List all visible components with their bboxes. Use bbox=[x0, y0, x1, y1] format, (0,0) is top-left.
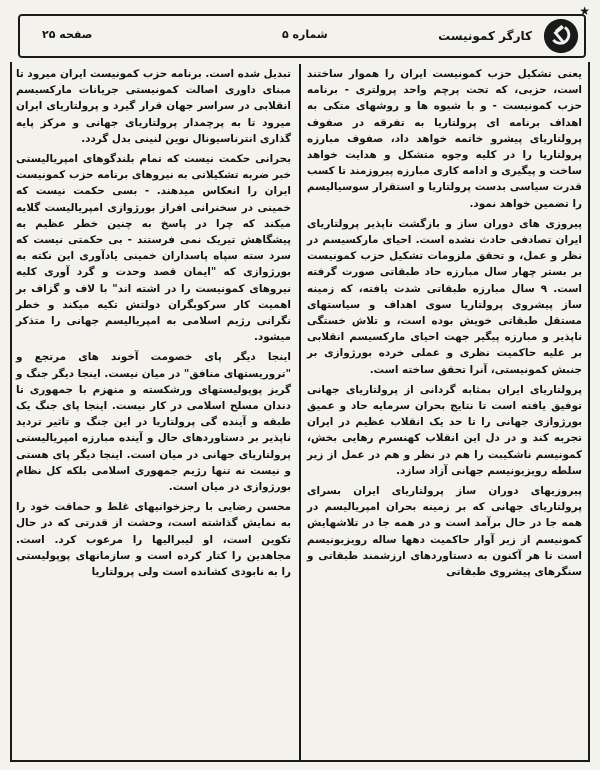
paragraph: یعنی تشکیل حزب کمونیست ایران را هموار ساختند است، حزبی، که تحت پرچم واحد پرولتری - برنامه حزب کمونیست - و با شیوه ها و روشهای متکی به اهداف برنامه ای پرولتاریا به تفرقه در صفوف پرولتاریای پیشرو خاتمه خواهد داد، صفوف مبارزه پرولتاریا را در کلیه وجوه متشکل و هدایت خواهد ساخت و پیگیری و ادامه کاری مبارزه پیروزمند تا کسب قدرت سیاسی بدست پرولتاریا و استقرار سوسیالیسم را تضمین خواهد نمود. bbox=[307, 68, 582, 210]
paragraph: محسن رضایی با رجزخوانیهای غلط و حماقت خود را به نمایش گذاشته است، وحشت از قدرتی که در حال تکوین است، او لیبرالیها را مرعوب کرد. است. مجاهدین را کتار کرده است و سازمانهای پوپولیستی را به نابودی کشانده است ولی پرولتاریا bbox=[16, 501, 291, 579]
paragraph: پیروزیهای دوران ساز پرولتاریای ایران بسرای پرولتاریای جهانی که بر زمینه بحران امپریالیسم در همه جا در حال برآمد است و در همه جا در تلاشهایش کمونیسم از زیر آوار حاکمیت دهها ساله رویزیونیسم است تا هر آکنون به دستاوردهای ارزشمند طبقاتی و سنگرهای پیشروی طبقاتی bbox=[307, 485, 582, 579]
paragraph: بحرانی حکمت نیست که تمام بلندگوهای امپریالیستی خبر ضربه تشکیلاتی به نیروهای برنامه حزب کمونیست ایران را انعکاس میدهند. - بسی حکمت نیست که خمینی در سخنرانی افراز بورژوازی امپریالیست گلایه میکند که چرا در پاسخ به چنین خطر عظیم به پیشگاهش تیریک نمی فرستند - بی حکمتی نیست که سرد سته سپاه پاسداران خمینی یادآوری این نکته به بورژوازی که "ایمان قصد وحدت و گرد آوری کلیه نیروهای کمونیست را در اشته اند" با لاف و گزاف بر اهمیت کار سرکوبگران دولتش تکیه میکند و خطر نگرانی رژیم اسلامی به امپریالیسم جهانی را متذکر میشود. bbox=[16, 153, 291, 344]
article-columns bbox=[10, 62, 590, 762]
paragraph: پیروزی های دوران ساز و بازگشت ناپذیر پرولتاریای ایران تصادفی حادث نشده است. احیای مارکسیسم در نظر و عمل، و تحقق ملزومات تشکیل حزب کمونیست بر بستر چهار سال مبارزه حاد طبقاتی صورت گرفته است. ۹ سال مبارزه طبقاتی شدت یافته، که زمینه ساز پیشروی پرولتاریا سوی اهداف و سیاستهای مستقل طبقاتی خویش بوده است، و تلاش خستگی ناپذیر و مبارزه پیگیر جهت احیای مارکسیسم انقلابی بر علیه حاکمیت نظری و عملی خرده بورژوازی بر جنبش کمونیستی، آنرا تحقق ساخته است. bbox=[307, 217, 582, 376]
paragraph: پرولتاریای ایران بمثابه گردانی از پرولتاریای جهانی توفیق یافته است تا نتایج بحران سرمایه حاد و عمیق بورژوازی جهانی را تا حد یک انقلاب عظیم در ایران تجربه کند و در دل این انقلاب کهنسرم رهایی بخش، کمونیسم ناشکیبت را هم در نظر و هم در عمل از زیر سلطه رویزیونیسم جهانی آزاد سازد. bbox=[307, 383, 582, 477]
paper-name: کارگر کمونیست bbox=[438, 29, 532, 43]
frame-border bbox=[10, 62, 12, 762]
frame-border bbox=[10, 760, 590, 762]
masthead bbox=[18, 4, 590, 58]
left-column bbox=[10, 62, 299, 762]
hammer-sickle-logo-icon bbox=[542, 17, 580, 55]
page-number: صفحه ۲۵ bbox=[42, 28, 93, 41]
paragraph: اینجا دیگر پای خصومت آخوند های مرتجع و "تروریستهای منافق" در میان نیست. اینجا دیگر جنگ و گریز پوپولیستهای ورشکسته و منهزم با جمهوری تا دندان مسلح اسلامی در کار نیست. اینجا پای جنگ یک طبقه و آینده گی پرولتاریا در این جنگ و تاثیر تردید ناپذیر بر دستاوردهای حال و آینده مبارزه امپریالیستی پرولتاریای جهانی در میان است. اینجا دیگر پای هستی و نیست نه تنها رژیم جمهوری اسلامی بلکه کل نظام بورژوازی در میان است. bbox=[16, 351, 291, 494]
star-icon: ★ bbox=[579, 4, 590, 18]
right-column bbox=[301, 62, 590, 762]
issue-number: شماره ۵ bbox=[282, 28, 328, 41]
paragraph: تبدیل شده است. برنامه حزب کمونیست ایران میرود تا مبنای داوری اصالت کمونیستی جریانات مارکسیسم انقلابی در سراسر جهان قرار گیرد و پرولتاریای ایران میرود تا به پرچمدار پرولتاریای جهانی و مرکز پایه گذاری انترناسیونال نوین لنینی بدل گردد. bbox=[16, 68, 291, 145]
frame-border bbox=[588, 62, 590, 762]
